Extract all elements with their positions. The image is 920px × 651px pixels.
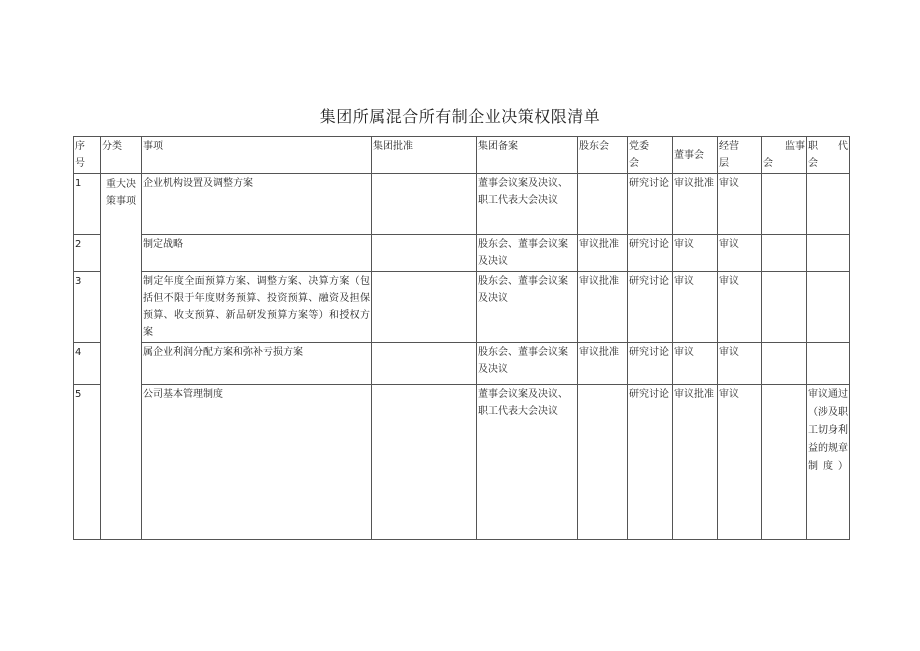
row-group-approval xyxy=(372,385,477,540)
table-row xyxy=(74,272,850,343)
row-seq: 4 xyxy=(74,343,101,385)
row-group-approval xyxy=(372,272,477,343)
row-matter: 制定战略 xyxy=(142,235,372,272)
header-staff-congress: 职 代 会 xyxy=(807,137,850,174)
row-staff xyxy=(807,343,850,385)
row-seq: 5 xyxy=(74,385,101,540)
table-row xyxy=(74,174,850,235)
row-matter: 属企业利润分配方案和弥补亏损方案 xyxy=(142,343,372,385)
row-seq: 3 xyxy=(74,272,101,343)
header-shareholders: 股东会 xyxy=(578,137,628,174)
row-staff xyxy=(807,235,850,272)
row-supervisors xyxy=(762,235,807,272)
decision-authority-table xyxy=(73,136,850,540)
row-shareholders: 审议批准 xyxy=(578,343,628,385)
row-party: 研究讨论 xyxy=(628,385,673,540)
row-supervisors xyxy=(762,343,807,385)
header-board: 董事会 xyxy=(673,137,718,174)
row-supervisors xyxy=(762,385,807,540)
header-supervisors: 监事 会 xyxy=(762,137,807,174)
row-matter: 公司基本管理制度 xyxy=(142,385,372,540)
table-row xyxy=(74,235,850,272)
row-shareholders: 审议批准 xyxy=(578,272,628,343)
row-category-empty xyxy=(101,272,142,343)
row-management: 审议 xyxy=(718,235,762,272)
row-group-filing: 股东会、董事会议案及决议 xyxy=(477,235,578,272)
row-group-approval xyxy=(372,174,477,235)
page-title: 集团所属混合所有制企业决策权限清单 xyxy=(319,107,601,126)
header-seq: 序 号 xyxy=(74,137,101,174)
row-supervisors xyxy=(762,272,807,343)
row-group-approval xyxy=(372,343,477,385)
row-group-filing: 股东会、董事会议案及决议 xyxy=(477,343,578,385)
row-category-empty xyxy=(101,385,142,540)
row-group-filing: 股东会、董事会议案及决议 xyxy=(477,272,578,343)
row-shareholders xyxy=(578,385,628,540)
row-party: 研究讨论 xyxy=(628,272,673,343)
header-group-approval: 集团批准 xyxy=(372,137,477,174)
header-category: 分类 xyxy=(101,137,142,174)
row-staff xyxy=(807,272,850,343)
row-matter: 制定年度全面预算方案、调整方案、决算方案（包括但不限于年度财务预算、投资预算、融资及担保预算、收支预算、新品研发预算方案等）和授权方案 xyxy=(142,272,372,343)
row-staff xyxy=(807,174,850,235)
row-staff: 审议通过（涉及职工切身利益的规章制度） xyxy=(807,385,850,540)
row-shareholders: 审议批准 xyxy=(578,235,628,272)
row-management: 审议 xyxy=(718,343,762,385)
row-management: 审议 xyxy=(718,385,762,540)
header-party-committee: 党委 会 xyxy=(628,137,673,174)
row-seq: 2 xyxy=(74,235,101,272)
row-group-filing: 董事会议案及决议、职工代表大会决议 xyxy=(477,174,578,235)
header-matter: 事项 xyxy=(142,137,372,174)
row-party: 研究讨论 xyxy=(628,343,673,385)
row-board: 审议 xyxy=(673,343,718,385)
row-board: 审议批准 xyxy=(673,385,718,540)
header-row xyxy=(74,137,850,174)
row-category-empty xyxy=(101,343,142,385)
table-row xyxy=(74,343,850,385)
row-board: 审议 xyxy=(673,272,718,343)
row-group-approval xyxy=(372,235,477,272)
row-category: 重大决 策事项 xyxy=(101,174,142,235)
row-management: 审议 xyxy=(718,272,762,343)
row-party: 研究讨论 xyxy=(628,174,673,235)
row-seq: 1 xyxy=(74,174,101,235)
row-shareholders xyxy=(578,174,628,235)
row-party: 研究讨论 xyxy=(628,235,673,272)
row-group-filing: 董事会议案及决议、职工代表大会决议 xyxy=(477,385,578,540)
table-row xyxy=(74,385,850,540)
row-board: 审议 xyxy=(673,235,718,272)
header-management: 经营 层 xyxy=(718,137,762,174)
row-management: 审议 xyxy=(718,174,762,235)
header-group-filing: 集团备案 xyxy=(477,137,578,174)
row-category-empty xyxy=(101,235,142,272)
row-matter: 企业机构设置及调整方案 xyxy=(142,174,372,235)
row-supervisors xyxy=(762,174,807,235)
row-board: 审议批准 xyxy=(673,174,718,235)
